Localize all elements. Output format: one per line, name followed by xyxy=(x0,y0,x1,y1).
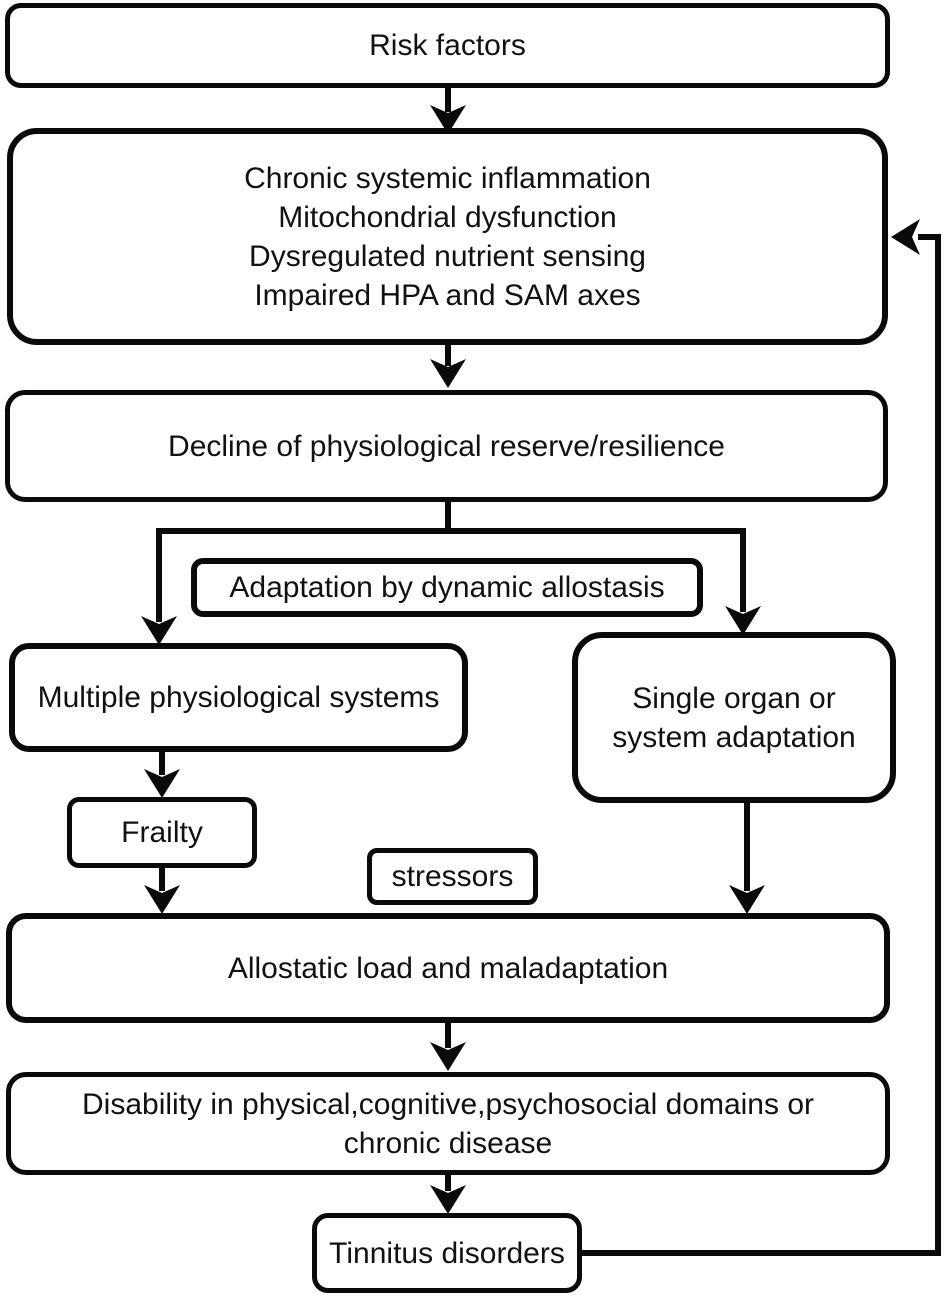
node-label-line: Single organ or xyxy=(632,681,836,715)
node-label-line: Disability in physical,cognitive,psychosocial domains or xyxy=(82,1087,814,1121)
node-label-line: system adaptation xyxy=(612,720,856,754)
node-label-line: Chronic systemic inflammation xyxy=(244,161,651,195)
node-allostatic-load xyxy=(6,913,890,1023)
node-label-line: Impaired HPA and SAM axes xyxy=(254,278,641,312)
node-label: Allostatic load and maladaptation xyxy=(227,951,669,985)
node-label: Risk factors xyxy=(369,29,526,62)
node-label: stressors xyxy=(391,860,514,893)
node-decline-of-reserve xyxy=(5,390,888,502)
node-label: Decline of physiological reserve/resilience xyxy=(168,429,725,463)
node-tinnitus-disorders xyxy=(312,1213,582,1293)
node-adaptation-dynamic-allostasis xyxy=(191,558,703,617)
node-mechanisms xyxy=(7,128,888,345)
node-disability-chronic-disease xyxy=(6,1072,890,1175)
node-multiple-physiological-systems xyxy=(9,643,468,752)
node-label: Frailty xyxy=(121,816,203,849)
node-label-line: Dysregulated nutrient sensing xyxy=(249,239,646,273)
node-label: Tinnitus disorders xyxy=(329,1236,565,1270)
node-label-line: Mitochondrial dysfunction xyxy=(278,200,617,234)
node-risk-factors xyxy=(5,3,890,88)
node-label: Multiple physiological systems xyxy=(37,681,440,714)
node-frailty xyxy=(67,797,257,868)
node-stressors xyxy=(367,848,538,905)
node-label: Adaptation by dynamic allostasis xyxy=(229,571,665,604)
node-label-line: chronic disease xyxy=(343,1126,553,1160)
arrowhead-left-icon xyxy=(891,219,920,255)
node-single-organ-adaptation xyxy=(572,632,896,803)
